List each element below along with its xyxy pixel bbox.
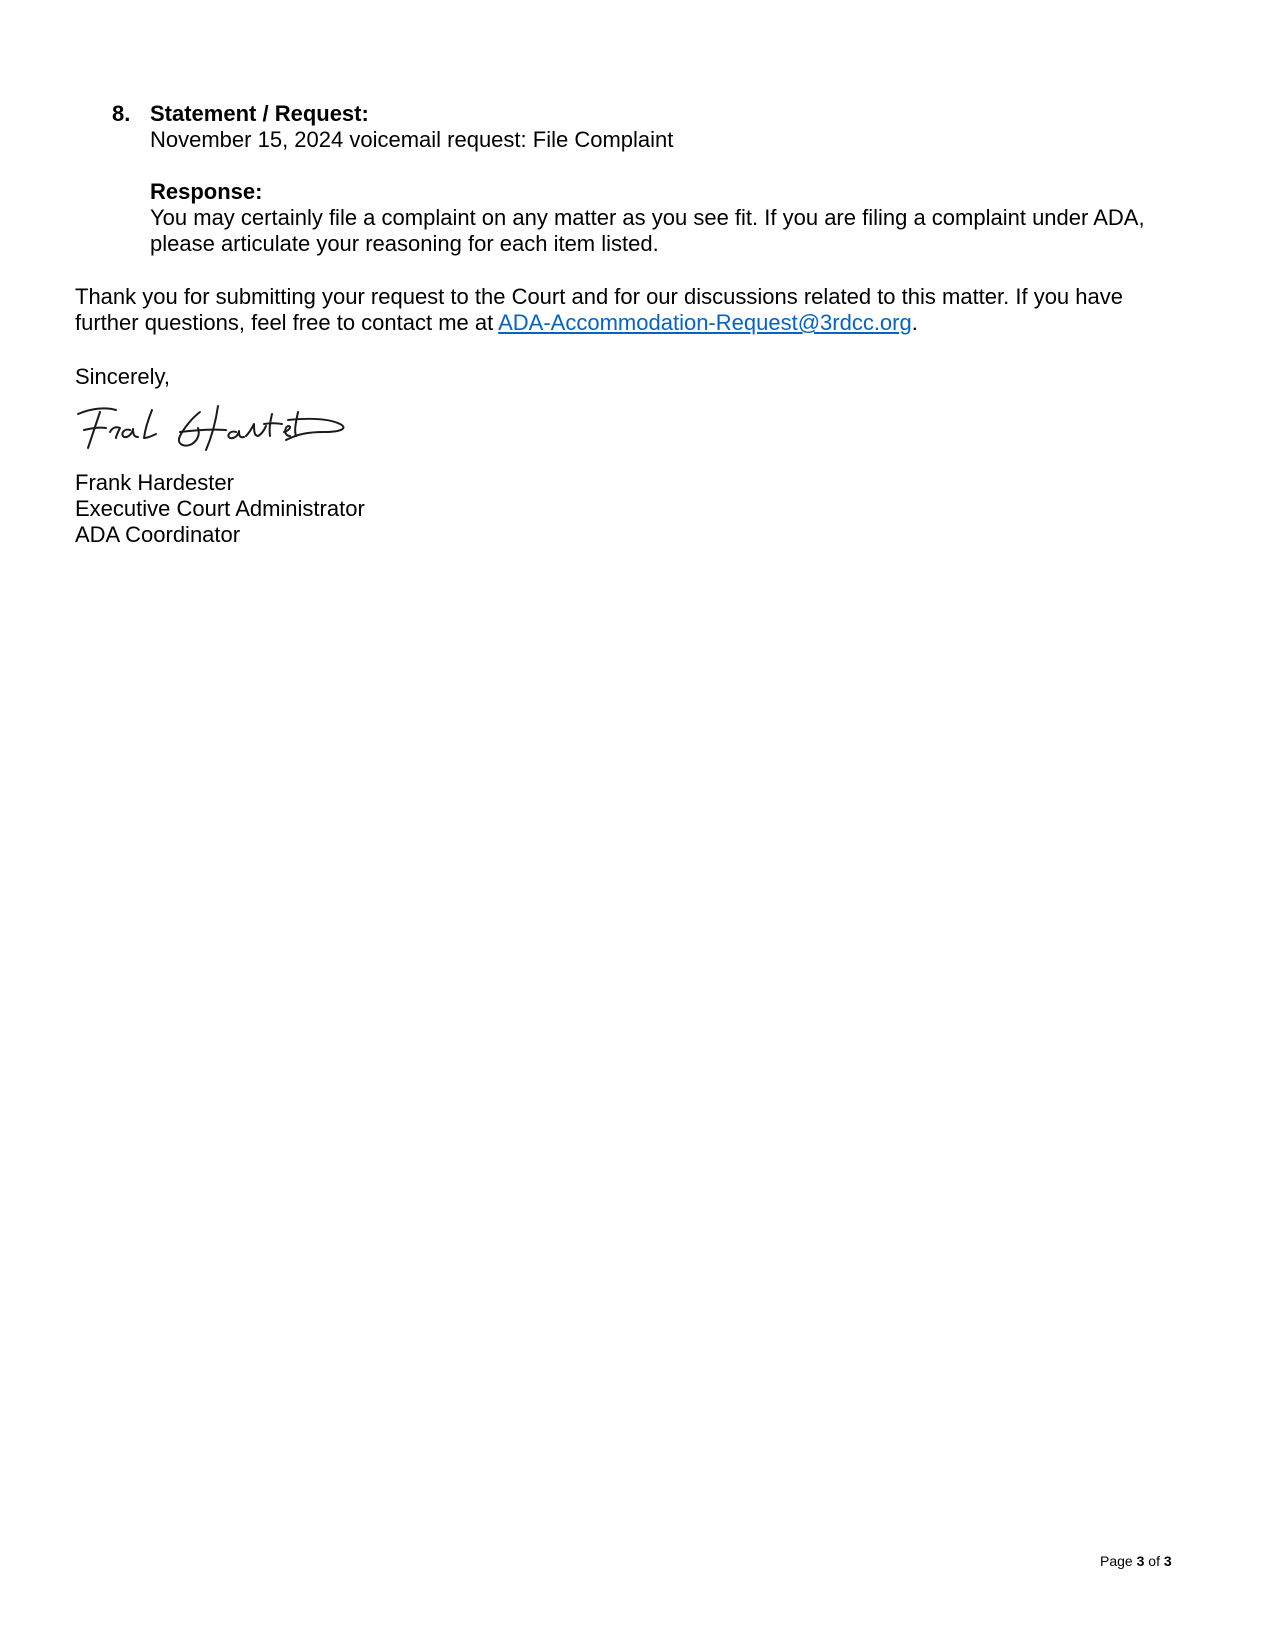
current-page-number: 3 <box>1136 1553 1145 1569</box>
closing-paragraph <box>75 284 1225 336</box>
spacer <box>150 153 1210 179</box>
total-page-count: 3 <box>1163 1553 1172 1569</box>
handwritten-signature <box>72 404 362 466</box>
salutation: Sincerely, <box>75 364 170 389</box>
signature-block <box>75 470 365 548</box>
statement-text: November 15, 2024 voicemail request: File Complaint <box>150 127 674 152</box>
response-text-line-2: please articulate your reasoning for each item listed. <box>150 231 659 256</box>
page-number-footer <box>1100 1553 1172 1569</box>
item-body <box>150 101 1210 257</box>
response-text-line-1: You may certainly file a complaint on any matter as you see fit. If you are filing a complaint under ADA, <box>150 205 1145 230</box>
closing-line-1: Thank you for submitting your request to the Court and for our discussions related to this matter. If you have <box>75 284 1123 309</box>
statement-heading: Statement / Request: <box>150 101 369 126</box>
signer-role: ADA Coordinator <box>75 522 241 547</box>
closing-line-2-prefix: further questions, feel free to contact me at <box>75 310 499 335</box>
of-word: of <box>1148 1553 1160 1569</box>
response-heading: Response: <box>150 179 263 204</box>
email-link[interactable]: ADA-Accommodation-Request@3rdcc.org <box>498 310 912 335</box>
signer-name: Frank Hardester <box>75 470 234 495</box>
signer-title: Executive Court Administrator <box>75 496 365 521</box>
closing-line-2 <box>75 310 1225 336</box>
item-number: 8. <box>112 101 131 126</box>
closing-line-2-suffix: . <box>911 310 918 335</box>
page-word: Page <box>1100 1553 1133 1569</box>
